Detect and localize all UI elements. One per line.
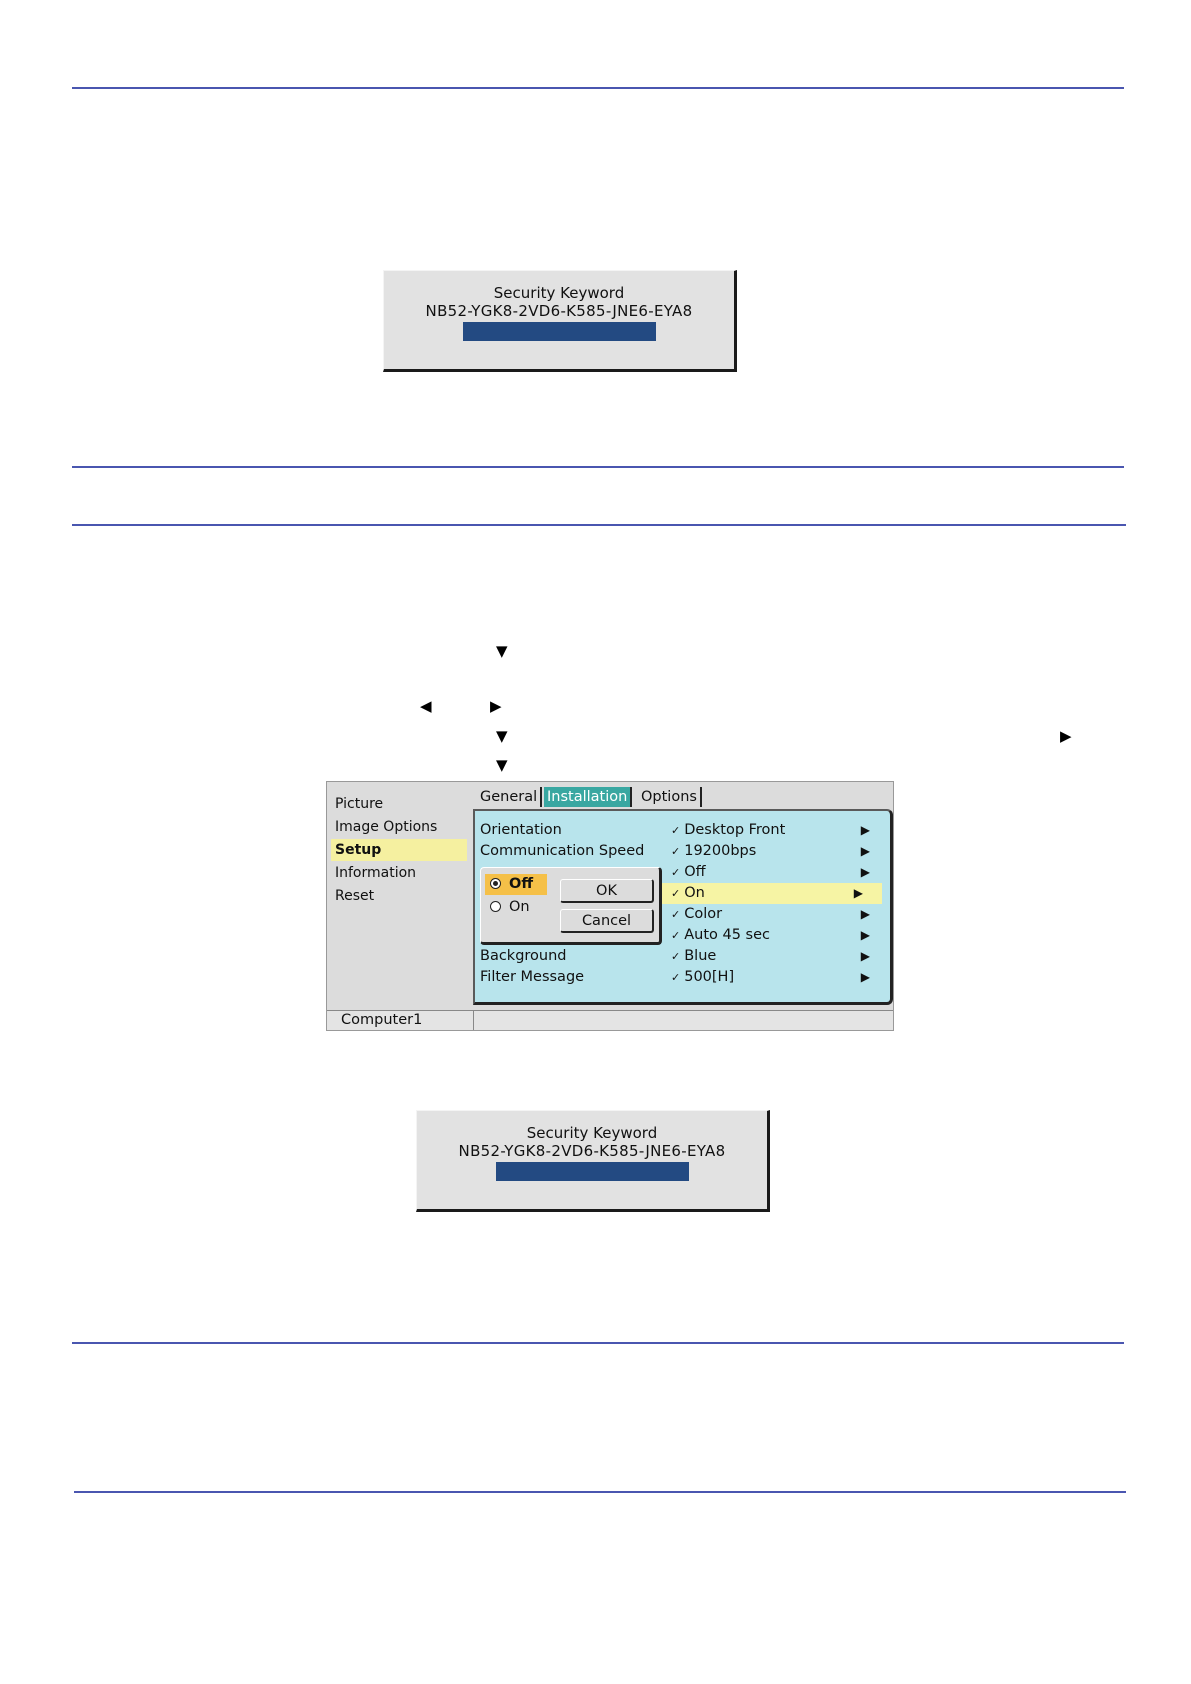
- check-icon: ✓: [671, 845, 681, 858]
- check-icon: ✓: [671, 929, 681, 942]
- menu-item-information[interactable]: Information: [335, 865, 417, 881]
- value-orientation: Desktop Front: [684, 822, 786, 838]
- cancel-button[interactable]: Cancel: [560, 909, 654, 933]
- right-arrow-icon: ▶: [490, 697, 502, 715]
- section-divider: [74, 1491, 1126, 1493]
- security-keyword-code: NB52-YGK8-2VD6-K585-JNE6-EYA8: [458, 1142, 726, 1160]
- submenu-arrow-icon: ▶: [860, 865, 870, 879]
- menu-item-picture[interactable]: Picture: [335, 796, 384, 812]
- check-icon: ✓: [671, 908, 681, 921]
- check-icon: ✓: [671, 866, 681, 879]
- check-icon: ✓: [671, 950, 681, 963]
- left-arrow-icon: ◀: [420, 697, 432, 715]
- row-label-orientation: Orientation: [480, 822, 562, 838]
- security-keyword-code: NB52-YGK8-2VD6-K585-JNE6-EYA8: [425, 302, 693, 320]
- submenu-arrow-icon: ▶: [860, 907, 870, 921]
- dialog-title: Security Keyword: [493, 284, 625, 302]
- down-arrow-icon: ▼: [496, 756, 508, 774]
- value-row-4: On: [684, 885, 705, 901]
- radio-option-on[interactable]: [485, 897, 547, 918]
- row-value[interactable]: [665, 925, 873, 946]
- tab-general[interactable]: General: [477, 787, 542, 807]
- section-divider: [72, 1342, 1124, 1344]
- row-value[interactable]: [665, 904, 873, 925]
- row-label-filter-message: Filter Message: [480, 969, 585, 985]
- radio-label: Off: [509, 876, 534, 892]
- status-bar: [327, 1010, 893, 1030]
- submenu-arrow-icon: ▶: [860, 970, 870, 984]
- installation-panel: [473, 809, 893, 1005]
- right-arrow-icon: ▶: [1060, 727, 1072, 745]
- submenu-arrow-icon: ▶: [860, 949, 870, 963]
- value-row-6: Auto 45 sec: [684, 927, 771, 943]
- dialog-title: Security Keyword: [526, 1124, 658, 1142]
- check-icon: ✓: [671, 887, 681, 900]
- value-communication-speed: 19200bps: [684, 843, 757, 859]
- input-source-label: Computer1: [341, 1012, 423, 1028]
- row-label-communication-speed: Communication Speed: [480, 843, 645, 859]
- security-keyword-dialog: [383, 270, 737, 372]
- submenu-arrow-icon: ▶: [853, 886, 863, 900]
- menu-item-setup[interactable]: Setup: [331, 839, 467, 861]
- keyword-input[interactable]: [496, 1162, 689, 1181]
- down-arrow-icon: ▼: [496, 727, 508, 745]
- row-value[interactable]: [665, 862, 873, 883]
- row-value[interactable]: [665, 841, 873, 862]
- option-dialog: [480, 867, 662, 945]
- value-filter-message: 500[H]: [684, 969, 735, 985]
- radio-label: On: [509, 899, 530, 915]
- value-row-3: Off: [684, 864, 706, 880]
- row-value[interactable]: [665, 967, 873, 988]
- value-background: Blue: [684, 948, 717, 964]
- radio-selected-icon: [490, 878, 501, 889]
- submenu-arrow-icon: ▶: [860, 823, 870, 837]
- radio-unselected-icon: [490, 901, 501, 912]
- submenu-arrow-icon: ▶: [860, 928, 870, 942]
- menu-item-image-options[interactable]: Image Options: [335, 819, 438, 835]
- row-value[interactable]: [665, 946, 873, 967]
- check-icon: ✓: [671, 824, 681, 837]
- tab-options[interactable]: Options: [638, 787, 702, 807]
- security-keyword-dialog: [416, 1110, 770, 1212]
- main-menu: [327, 782, 469, 1004]
- down-arrow-icon: ▼: [496, 642, 508, 660]
- menu-item-reset[interactable]: Reset: [335, 888, 375, 904]
- status-divider: [473, 1011, 474, 1030]
- keyword-input[interactable]: [463, 322, 656, 341]
- submenu-arrow-icon: ▶: [860, 844, 870, 858]
- radio-option-off[interactable]: [485, 874, 547, 895]
- row-value[interactable]: [665, 820, 873, 841]
- osd-menu: [326, 781, 894, 1031]
- section-divider: [72, 466, 1124, 468]
- ok-button[interactable]: OK: [560, 879, 654, 903]
- check-icon: ✓: [671, 971, 681, 984]
- section-divider: [72, 87, 1124, 89]
- section-divider: [72, 524, 1126, 526]
- value-row-5: Color: [684, 906, 723, 922]
- row-label-background: Background: [480, 948, 567, 964]
- row-value-selected[interactable]: [658, 883, 882, 904]
- tab-installation[interactable]: Installation: [544, 787, 632, 807]
